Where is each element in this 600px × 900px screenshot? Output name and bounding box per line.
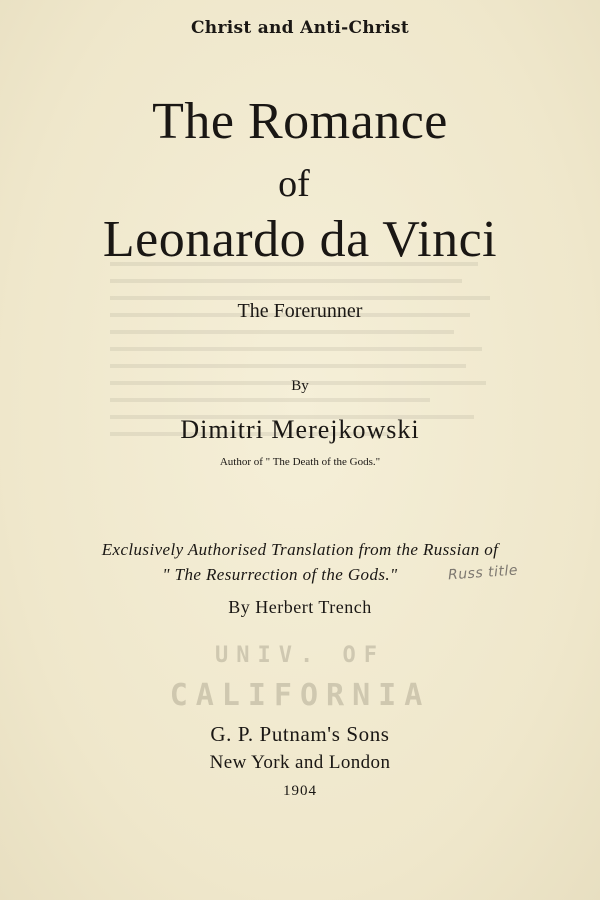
handwritten-annotation: Russ title: [447, 562, 519, 584]
translation-note-line-2: " The Resurrection of the Gods.": [162, 565, 398, 584]
series-title: Christ and Anti-Christ: [190, 18, 410, 38]
publisher: G. P. Putnam's Sons: [210, 722, 390, 746]
publication-place: New York and London: [209, 752, 391, 773]
translation-note-line-1: Exclusively Authorised Translation from the Russian of: [101, 540, 499, 559]
author-name: Dimitri Merejkowski: [180, 415, 420, 444]
subtitle: The Forerunner: [237, 300, 363, 322]
book-title-line-1: The Romance: [152, 93, 448, 150]
book-title-line-2: of: [278, 163, 310, 205]
publication-year: 1904: [283, 783, 317, 799]
by-label: By: [291, 378, 309, 394]
book-title-line-3: Leonardo da Vinci: [102, 211, 498, 268]
author-note: Author of " The Death of the Gods.": [219, 456, 381, 468]
translator: By Herbert Trench: [228, 597, 372, 617]
library-stamp-line-1: UNIV. OF: [215, 643, 385, 668]
library-stamp-line-2: CALIFORNIA: [169, 678, 431, 713]
